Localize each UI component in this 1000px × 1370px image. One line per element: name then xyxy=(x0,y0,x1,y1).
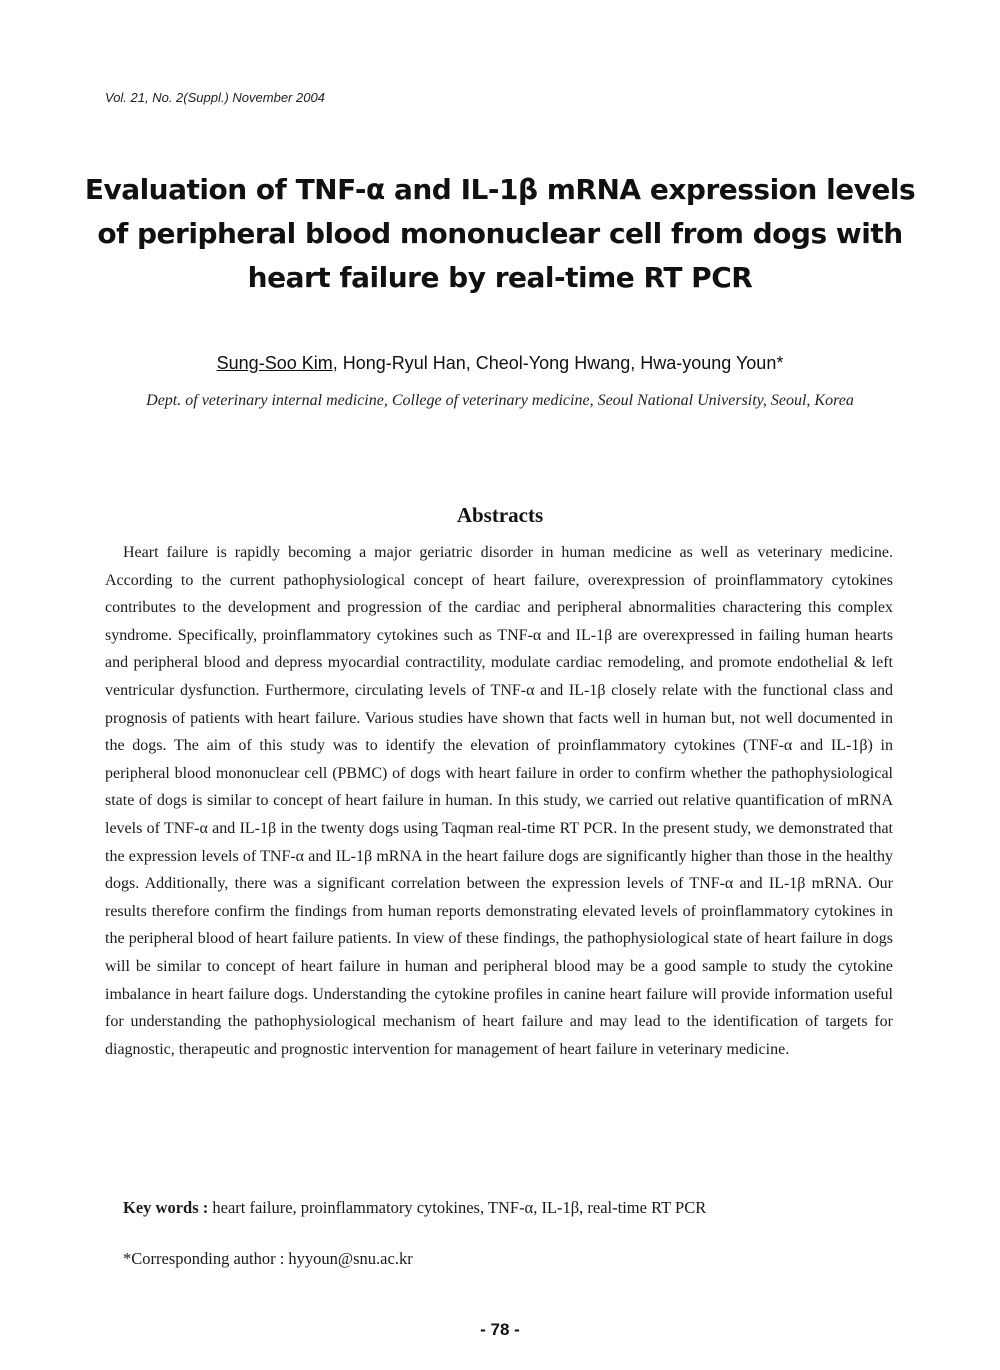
corresponding-author: *Corresponding author : hyyoun@snu.ac.kr xyxy=(123,1249,413,1268)
abstract-body: Heart failure is rapidly becoming a major geriatric disorder in human medicine as well as veterinary medicine. According to the current pathophysiological concept of heart failure, overexpression of proinflammatory cytokines contributes to the development and progression of the cardiac and peripheral abnormalities charactering this complex syndrome. Specifically, proinflammatory cytokines such as TNF-α and IL-1β are overexpressed in failing human hearts and peripheral blood and depress myocardial contractility, modulate cardiac remodeling, and promote endothelial & left ventricular dysfunction. Furthermore, circulating levels of TNF-α and IL-1β closely relate with the functional class and prognosis of patients with heart failure. Various studies have shown that facts well in human but, not well documented in the dogs. The aim of this study was to identify the elevation of proinflammatory cytokines (TNF-α and IL-1β) in peripheral blood mononuclear cell (PBMC) of dogs with heart failure in order to confirm whether the pathophysiological state of dogs is similar to concept of heart failure in human. In this study, we carried out relative quantification of mRNA levels of TNF-α and IL-1β in the twenty dogs using Taqman real-time RT PCR. In the present study, we demonstrated that the expression levels of TNF-α and IL-1β mRNA in the heart failure dogs are significantly higher than those in the healthy dogs. Additionally, there was a significant correlation between the expression levels of TNF-α and IL-1β mRNA. Our results therefore confirm the findings from human reports demonstrating elevated levels of proinflammatory cytokines in the peripheral blood of heart failure patients. In view of these findings, the pathophysiological state of heart failure in dogs will be similar to concept of heart failure in human and peripheral blood may be a good sample to study the cytokine imbalance in heart failure dogs. Understanding the cytokine profiles in canine heart failure will provide information useful for understanding the pathophysiological mechanism of heart failure and may lead to the identification of targets for diagnostic, therapeutic and prognostic intervention for management of heart failure in veterinary medicine. xyxy=(105,544,893,1058)
author-list xyxy=(60,353,940,374)
abstract-heading: Abstracts xyxy=(456,503,544,527)
first-author: Sung-Soo Kim xyxy=(216,353,333,373)
other-authors: , Hong-Ryul Han, Cheol-Yong Hwang, Hwa-young Youn* xyxy=(332,353,784,373)
journal-citation: Vol. 21, No. 2(Suppl.) November 2004 xyxy=(105,90,325,105)
paper-title: Evaluation of TNF-α and IL-1β mRNA expression levels of peripheral blood mononuclear cell from dogs with heart failure by real-time RT PCR xyxy=(84,173,916,294)
keywords-text: heart failure, proinflammatory cytokines, TNF-α, IL-1β, real-time RT PCR xyxy=(208,1198,707,1217)
affiliation: Dept. of veterinary internal medicine, College of veterinary medicine, Seoul National University, Seoul, Korea xyxy=(146,392,854,409)
page-number: - 78 - xyxy=(480,1320,520,1339)
keywords xyxy=(123,1198,706,1218)
keywords-label: Key words : xyxy=(123,1198,209,1217)
